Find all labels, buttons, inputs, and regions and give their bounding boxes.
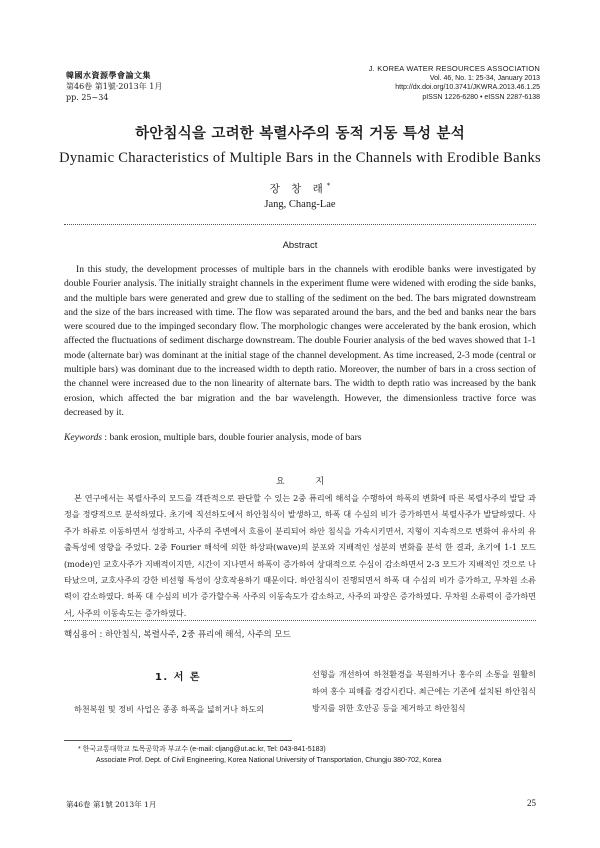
journal-header-left	[66, 70, 162, 103]
journal-pages: pp. 25~34	[66, 93, 109, 102]
journal-header-right	[369, 64, 540, 102]
keywords-ko-label: 핵심용어 :	[64, 630, 103, 640]
korean-abstract-body: 본 연구에서는 복렬사주의 모드를 객관적으로 판단할 수 있는 2중 퓨리에 해석을 수행하여 하폭의 변화에 따른 복렬사주의 발달 과정을 정량적으로 분석하였다. 초기에 직선하도에서 하안침식이 발생하고, 하폭 대 수심의 비가 증가하면서 복렬사주가 발달하였다. 사주가 하류로 이동하면서 성장하고, 사주의 주변에서 흐름이 분리되어 하안 침식을 가속시키면서, 지형이 지속적으로 변화여 유사의 유출특성에 영향을 주었다. 2중 Fourier 해석에 의한 하상파(wave)의 분포와 지배적인 성분의 변화를 분석 한 결과, 초기에 1-1 모드(mode)인 교호사주가 지배적이지만, 시간이 지나면서 하폭이 증가하여 상대적으로 수심이 감소하면서 2-3 모드가 지배적인 것으로 나타났으며, 교호사주의 강한 비선형 특성이 상호작용하기 때문이다. 하안침식이 진행되면서 하폭 대 수심의 비가 증가하고, 무차원 소류력이 감소하였다. 하폭 대 수심의 비가 증가할수록 사주의 이동속도가 감소하고, 사주의 파장은 증가하였다. 무차원 소류력이 증가하면서, 사주의 이동속도는 증가하였다.	[64, 493, 536, 618]
abstract-body: In this study, the development processes of multiple bars in the channels with erodible banks were investigated by double Fourier analysis. The initially straight channels in the experiment flume were widened with eroding the side banks, and the multiple bars were generated and grew due to stalling of the sediment on the bed. The bars migrated downstream and the size of the bars increased with time. The flow was separated around the bars, and the bed and banks near the bars were scoured due to the impinged secondary flow. The morphologic changes were accelerated by the bank erosion, which affected the fluctuations of sediment discharge downstream. The double Fourier analysis of the bed waves showed that 1-1 mode (alternate bar) was dominant at the initial stage of the channel development. As time increased, 2-3 mode (central or multiple bars) was dominant due to the increased width to depth ratio. Moreover, the number of bars in a cross section of the channel were increased due to the non linearity of alternate bars. The width to depth ratio was increased by the bank erosion, which affected the bar migration and the bar wavelength. However, the dimensionless tractive force was decreased by it.	[64, 264, 536, 418]
paper-title-ko: 하안침식을 고려한 복렬사주의 동적 거동 특성 분석	[135, 126, 465, 142]
author-footnote	[64, 744, 544, 766]
footnote-rule	[64, 740, 292, 741]
journal-volume-ko: 第46卷 第1號·2013年 1月	[66, 82, 163, 91]
page-number: 25	[527, 798, 536, 808]
keywords-ko	[64, 628, 536, 640]
paper-title-en: Dynamic Characteristics of Multiple Bars in the Channels with Erodible Banks	[59, 150, 541, 166]
journal-volume-en: Vol. 46, No. 1: 25-34, January 2013	[429, 74, 540, 82]
section-heading-introduction: 1. 서 론	[154, 672, 202, 683]
keywords-en: Keywords : bank erosion, multiple bars, double fourier analysis, mode of bars	[64, 432, 362, 443]
keywords-en-text: bank erosion, multiple bars, double fourier analysis, mode of bars	[109, 432, 362, 443]
doi-link[interactable]: http://dx.doi.org/10.3741/JKWRA.2013.46.1.25	[395, 84, 540, 91]
author-name-ko-text: 장 창 래	[269, 183, 327, 195]
author-name-en: Jang, Chang-Lae	[264, 199, 336, 210]
korean-abstract-heading: 요 지	[275, 477, 339, 487]
intro-text-right: 선형을 개선하여 하천환경을 복원하거나 홍수의 소통을 원활히 하여 홍수 피해를 경감시킨다. 최근에는 기존에 설치된 하안침식 방지를 위한 호안공 등을 제거하고 하안침식	[312, 669, 536, 713]
divider-bottom	[64, 620, 536, 621]
footnote-line-en: Associate Prof. Dept. of Civil Engineering, Korea National University of Transportation, Chungju 380-702, Korea	[96, 757, 442, 764]
keywords-en-label: Keywords	[64, 432, 103, 443]
abstract-heading: Abstract	[282, 240, 318, 251]
journal-name-en: J. KOREA WATER RESOURCES ASSOCIATION	[368, 64, 540, 73]
keywords-ko-text: 하안침식, 복렬사주, 2중 퓨리에 해석, 사주의 모드	[105, 630, 291, 640]
author-mark: *	[326, 181, 331, 190]
divider-top	[64, 224, 536, 225]
issn: pISSN 1226-6280 • eISSN 2287-6138	[422, 93, 540, 101]
footnote-line-ko: * 한국교통대학교 토목공학과 부교수 (e-mail: cljang@ut.ac.kr, Tel: 043-841-5183)	[78, 746, 326, 753]
footer-volume: 第46卷 第1號 2013年 1月	[66, 800, 157, 809]
intro-text-left: 하천복원 및 정비 사업은 종종 하폭을 넓히거나 하도의	[74, 704, 265, 714]
author-name-ko	[0, 181, 600, 196]
journal-name-ko: 韓國水資源學會論文集	[66, 71, 151, 80]
